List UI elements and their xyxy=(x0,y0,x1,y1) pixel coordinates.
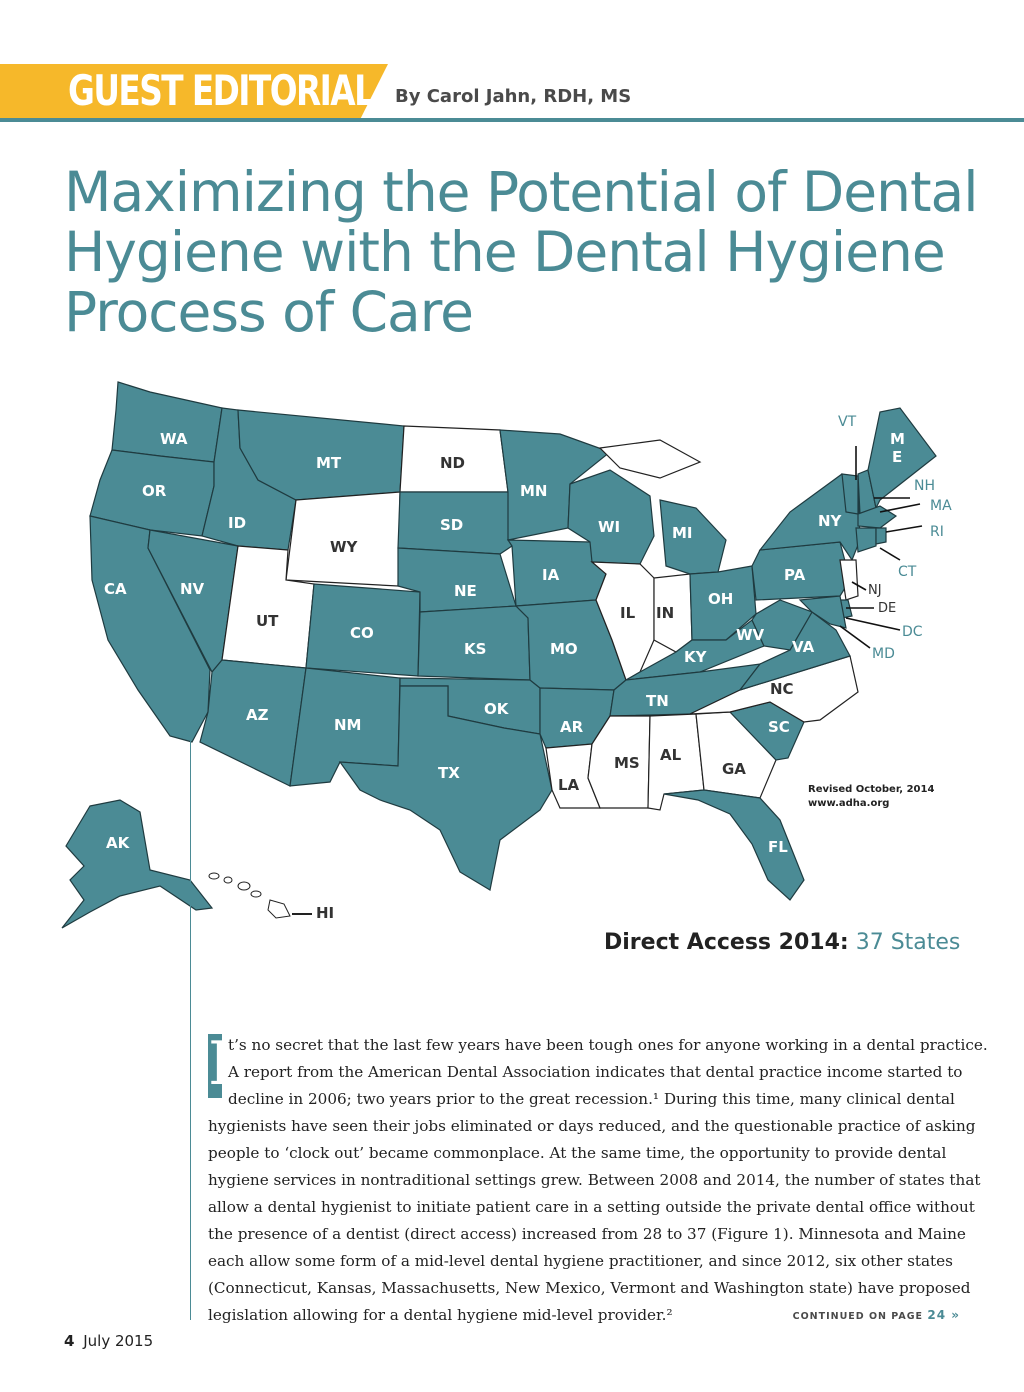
state-mi xyxy=(660,500,726,574)
continued-text: CONTINUED ON PAGE xyxy=(792,1311,924,1322)
state-ri xyxy=(876,528,886,544)
caption-value: 37 States xyxy=(855,930,961,955)
body-line: the presence of a dentist (direct access) increased from 28 to 37 (Figure 1). Minnesota and Maine xyxy=(208,1225,966,1243)
label-wy: WY xyxy=(330,538,358,556)
label-co: CO xyxy=(350,624,374,642)
label-ar: AR xyxy=(560,718,584,736)
label-dc: DC xyxy=(902,624,923,640)
label-me-m: M xyxy=(890,430,905,448)
label-nh: NH xyxy=(914,478,935,494)
label-pa: PA xyxy=(784,566,806,584)
revised-note: Revised October, 2014 xyxy=(808,784,935,795)
label-de: DE xyxy=(878,601,897,616)
label-nv: NV xyxy=(180,580,205,598)
label-fl: FL xyxy=(768,838,788,856)
label-ny: NY xyxy=(818,512,842,530)
state-mi-up xyxy=(600,440,700,478)
label-me-e: E xyxy=(892,448,903,466)
label-ms: MS xyxy=(614,754,640,772)
label-mn: MN xyxy=(520,482,548,500)
continued-note xyxy=(793,1308,960,1322)
label-wi: WI xyxy=(598,518,621,536)
body-line: decline in 2006; two years prior to the great recession.¹ During this time, many clinical dental xyxy=(228,1090,955,1108)
label-ga: GA xyxy=(722,760,746,778)
state-ct xyxy=(856,528,876,552)
article-body xyxy=(208,1029,988,1329)
state-wa xyxy=(112,382,222,462)
label-nj: NJ xyxy=(868,583,882,598)
label-la: LA xyxy=(558,776,580,794)
label-ok: OK xyxy=(484,700,509,718)
body-line: legislation allowing for a dental hygiene mid-level provider.² xyxy=(208,1306,673,1324)
body-line: A report from the American Dental Association indicates that dental practice income started to xyxy=(228,1063,963,1081)
label-il: IL xyxy=(620,604,636,622)
page-number: 4 xyxy=(64,1332,75,1350)
label-ne: NE xyxy=(454,582,477,600)
continued-page: 24 » xyxy=(927,1308,960,1322)
state-nj xyxy=(840,560,858,600)
folio xyxy=(64,1332,153,1350)
label-al: AL xyxy=(660,746,682,764)
body-line: t’s no secret that the last few years have been tough ones for anyone working in a dental practice. xyxy=(228,1036,988,1054)
label-nd: ND xyxy=(440,454,466,472)
figure-caption xyxy=(604,930,960,955)
label-mo: MO xyxy=(550,640,578,658)
label-tn: TN xyxy=(646,692,669,710)
label-or: OR xyxy=(142,482,167,500)
label-va: VA xyxy=(792,638,815,656)
label-ut: UT xyxy=(256,612,279,630)
margin-rule xyxy=(190,660,191,1320)
label-ri: RI xyxy=(930,524,944,540)
label-hi: HI xyxy=(316,904,335,922)
banner-rule xyxy=(0,118,1024,122)
label-ky: KY xyxy=(684,648,707,666)
article-title: Maximizing the Potential of Dental Hygiene with the Dental Hygiene Process of Care xyxy=(64,160,978,344)
drop-cap: I xyxy=(208,1029,232,1099)
label-nm: NM xyxy=(334,716,362,734)
body-line: each allow some form of a mid-level dental hygiene practitioner, and since 2012, six other states xyxy=(208,1252,953,1270)
label-ak: AK xyxy=(106,834,130,852)
label-az: AZ xyxy=(246,706,269,724)
label-id: ID xyxy=(228,514,247,532)
body-line: hygienists have seen their jobs eliminated or days reduced, and the questionable practice of asking xyxy=(208,1117,976,1135)
label-ia: IA xyxy=(542,566,560,584)
caption-label: Direct Access 2014: xyxy=(604,930,849,955)
body-line: hygiene services in nontraditional settings grew. Between 2008 and 2014, the number of states that xyxy=(208,1171,981,1189)
section-label: GUEST EDITORIAL xyxy=(68,66,374,115)
label-wa: WA xyxy=(160,430,188,448)
label-in: IN xyxy=(656,604,675,622)
label-mi: MI xyxy=(672,524,693,542)
body-line: people to ‘clock out’ became commonplace. At the same time, the opportunity to provide dental xyxy=(208,1144,947,1162)
label-md: MD xyxy=(872,646,895,662)
us-direct-access-map xyxy=(0,370,1024,940)
label-mt: MT xyxy=(316,454,342,472)
issue-date: July 2015 xyxy=(83,1332,154,1350)
label-ks: KS xyxy=(464,640,487,658)
label-tx: TX xyxy=(438,764,460,782)
label-oh: OH xyxy=(708,590,734,608)
label-vt: VT xyxy=(838,414,857,430)
state-hi xyxy=(209,873,290,918)
source-note: www.adha.org xyxy=(808,798,890,809)
label-sd: SD xyxy=(440,516,464,534)
label-ma: MA xyxy=(930,498,952,514)
label-sc: SC xyxy=(768,718,790,736)
label-ca: CA xyxy=(104,580,127,598)
body-line: allow a dental hygienist to initiate patient care in a setting outside the private dental office without xyxy=(208,1198,975,1216)
label-ct: CT xyxy=(898,564,917,580)
label-wv: WV xyxy=(736,626,765,644)
body-line: (Connecticut, Kansas, Massachusetts, New Mexico, Vermont and Washington state) have proposed xyxy=(208,1279,971,1297)
byline: By Carol Jahn, RDH, MS xyxy=(395,86,632,107)
label-nc: NC xyxy=(770,680,794,698)
